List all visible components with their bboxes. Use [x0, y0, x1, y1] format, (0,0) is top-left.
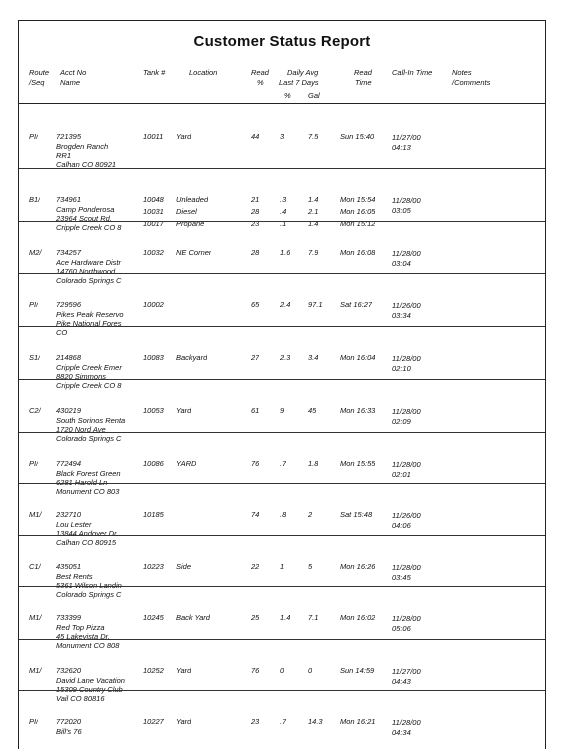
customer-address-line: Cripple Creek CO 8	[56, 223, 122, 232]
record-divider	[19, 690, 545, 691]
tank-number: 10223	[143, 562, 164, 571]
customer-address-line: Colorado Springs C	[56, 434, 122, 443]
tank-location: Yard	[176, 666, 192, 675]
account-number: 232710	[56, 510, 82, 519]
read-percent: 44	[251, 132, 260, 141]
report-title: Customer Status Report	[193, 33, 371, 50]
read-time: Mon 16:21	[340, 717, 376, 726]
daily-avg-percent: 9	[280, 406, 285, 415]
account-number: 214868	[56, 353, 82, 362]
daily-avg-gallons: 7.1	[308, 613, 319, 622]
tank-location: NE Corner	[176, 248, 212, 257]
call-in-date: 11/28/00	[392, 354, 421, 363]
customer-name: Ace Hardware Distr	[56, 258, 122, 267]
customer-name: Best Rents	[56, 572, 93, 581]
tank-number: 10017	[143, 219, 164, 228]
daily-avg-percent: 1	[280, 562, 285, 571]
record-row	[19, 379, 545, 443]
read-time: Sun 15:40	[340, 132, 375, 141]
tank-number: 10048	[143, 195, 164, 204]
tank-location: Yard	[176, 406, 192, 415]
record-divider	[19, 586, 545, 587]
daily-avg-gallons: 7.5	[308, 132, 319, 141]
header-read: Read	[251, 68, 269, 77]
read-percent: 27	[251, 353, 260, 362]
tank-location: Side	[176, 562, 192, 571]
customer-address-line: Colorado Springs C	[56, 590, 122, 599]
daily-avg-gallons: 45	[308, 406, 317, 415]
tank-location: Yard	[176, 132, 192, 141]
customer-name: Lou Lester	[56, 520, 92, 529]
header-route: Route	[29, 68, 50, 77]
daily-avg-gallons: 7.9	[308, 248, 319, 257]
record-divider	[19, 432, 545, 433]
header-notes: Notes	[452, 68, 472, 77]
daily-avg-gallons: 3.4	[308, 353, 319, 362]
record-divider	[19, 168, 545, 169]
route-seq: M1/	[29, 613, 42, 622]
customer-address-line: 1720 Nord Ave	[56, 425, 106, 434]
account-number: 430219	[56, 406, 82, 415]
customer-address-line: 8820 Simmons	[56, 372, 107, 381]
call-in-time: 04:43	[392, 677, 411, 686]
daily-avg-percent: .1	[280, 219, 287, 228]
record-row	[19, 105, 545, 168]
customer-address-line: Pike National Fores	[56, 319, 122, 328]
call-in-time: 03:05	[392, 206, 411, 215]
read-time: Mon 15:54	[340, 195, 376, 204]
header-location: Location	[189, 68, 218, 77]
account-number: 721395	[56, 132, 82, 141]
header-last-7-days: Last 7 Days	[279, 78, 319, 87]
tank-location: Diesel	[176, 207, 197, 216]
read-percent: 25	[251, 613, 260, 622]
call-in-time: 04:06	[392, 521, 411, 530]
header-tank: Tank #	[143, 68, 166, 77]
daily-avg-percent: 2.4	[280, 300, 291, 309]
route-seq: S1/	[29, 353, 41, 362]
call-in-time: 05:06	[392, 624, 411, 633]
read-time: Sat 16:27	[340, 300, 373, 309]
tank-location: YARD	[176, 459, 197, 468]
daily-avg-gallons: 14.3	[308, 717, 323, 726]
customer-address-line: 23964 Scout Rd.	[56, 214, 112, 223]
call-in-date: 11/26/00	[392, 301, 421, 310]
read-time: Mon 16:02	[340, 613, 376, 622]
record-row	[19, 535, 545, 599]
call-in-time: 03:34	[392, 311, 411, 320]
daily-avg-gallons: 5	[308, 562, 313, 571]
customer-address-line: 5361 Wilson Landin	[56, 581, 122, 590]
route-seq: PI/	[29, 717, 39, 726]
read-percent: 23	[251, 717, 260, 726]
route-seq: PI/	[29, 459, 39, 468]
account-number: 772494	[56, 459, 82, 468]
call-in-date: 11/28/00	[392, 249, 421, 258]
daily-avg-gallons: 2.1	[308, 207, 319, 216]
customer-name: Cripple Creek Emer	[56, 363, 122, 372]
route-seq: PI/	[29, 300, 39, 309]
customer-address-line: 45 Lakevista Dr.	[56, 632, 110, 641]
account-number: 772020	[56, 717, 82, 726]
route-seq: PI/	[29, 132, 39, 141]
call-in-date: 11/28/00	[392, 407, 421, 416]
read-percent: 76	[251, 666, 260, 675]
daily-avg-percent: .4	[280, 207, 287, 216]
header-name: Name	[60, 78, 81, 87]
read-time: Mon 16:33	[340, 406, 376, 415]
daily-avg-gallons: 2	[308, 510, 313, 519]
record-row	[19, 326, 545, 390]
call-in-date: 11/28/00	[392, 614, 421, 623]
daily-avg-percent: .3	[280, 195, 287, 204]
customer-address-line: Vail CO 80816	[56, 694, 105, 703]
customer-address-line: RR1	[56, 151, 72, 160]
header-daily-pct: %	[284, 91, 291, 100]
read-percent: 23	[251, 219, 260, 228]
tank-number: 10252	[143, 666, 164, 675]
call-in-time: 02:01	[392, 470, 411, 479]
read-time: Mon 16:26	[340, 562, 376, 571]
call-in-date: 11/27/00	[392, 133, 421, 142]
tank-number: 10245	[143, 613, 164, 622]
tank-location: Yard	[176, 717, 192, 726]
record-divider	[19, 483, 545, 484]
record-divider	[19, 379, 545, 380]
customer-name: Bill's 76	[56, 727, 82, 736]
report-frame	[18, 20, 546, 749]
call-in-date: 11/26/00	[392, 511, 421, 520]
account-number: 734257	[56, 248, 82, 257]
customer-address-line: Monument CO 803	[56, 487, 120, 496]
read-percent: 76	[251, 459, 260, 468]
call-in-date: 11/28/00	[392, 460, 421, 469]
tank-number: 10185	[143, 510, 164, 519]
call-in-time: 04:34	[392, 728, 411, 737]
header-comments: /Comments	[452, 78, 491, 87]
daily-avg-percent: .7	[280, 717, 287, 726]
read-percent: 65	[251, 300, 260, 309]
call-in-date: 11/28/00	[392, 196, 421, 205]
header-daily-avg: Daily Avg	[287, 68, 319, 77]
call-in-date: 11/28/00	[392, 563, 421, 572]
record-divider	[19, 221, 545, 222]
account-number: 732620	[56, 666, 82, 675]
customer-name: Black Forest Green	[56, 469, 121, 478]
read-time: Sun 14:59	[340, 666, 375, 675]
header-divider	[19, 103, 545, 104]
read-percent: 28	[251, 248, 260, 257]
read-time: Mon 16:04	[340, 353, 376, 362]
record-row	[19, 221, 545, 285]
daily-avg-gallons: 1.4	[308, 195, 319, 204]
daily-avg-percent: .7	[280, 459, 287, 468]
customer-name: David Lane Vacation	[56, 676, 125, 685]
read-percent: 22	[251, 562, 260, 571]
tank-number: 10053	[143, 406, 164, 415]
header-seq: /Seq	[29, 78, 45, 87]
daily-avg-percent: 0	[280, 666, 285, 675]
tank-number: 10002	[143, 300, 164, 309]
tank-number: 10086	[143, 459, 164, 468]
daily-avg-gallons: 1.4	[308, 219, 319, 228]
record-row	[19, 483, 545, 547]
call-in-date: 11/28/00	[392, 718, 421, 727]
tank-number: 10031	[143, 207, 164, 216]
route-seq: C2/	[29, 406, 41, 415]
route-seq: M1/	[29, 510, 42, 519]
route-seq: M1/	[29, 666, 42, 675]
record-divider	[19, 639, 545, 640]
tank-location: Backyard	[176, 353, 208, 362]
read-percent: 21	[251, 195, 260, 204]
record-divider	[19, 326, 545, 327]
header-read-time: Read	[354, 68, 372, 77]
customer-name: Camp Ponderosa	[56, 205, 115, 214]
daily-avg-percent: .8	[280, 510, 287, 519]
customer-name: South Sorinos Renta	[56, 416, 126, 425]
record-row	[19, 586, 545, 650]
record-divider	[19, 535, 545, 536]
customer-address-line: 15309 Country Club	[56, 685, 123, 694]
record-divider	[19, 273, 545, 274]
customer-name: Brogden Ranch	[56, 142, 109, 151]
daily-avg-percent: 3	[280, 132, 285, 141]
read-time: Sat 15:48	[340, 510, 373, 519]
call-in-date: 11/27/00	[392, 667, 421, 676]
customer-address-line: 13844 Andover Dr.	[56, 529, 119, 538]
read-percent: 74	[251, 510, 260, 519]
daily-avg-gallons: 0	[308, 666, 313, 675]
customer-address-line: Calhan CO 80915	[56, 538, 117, 547]
tank-location: Propane	[176, 219, 205, 228]
tank-number: 10083	[143, 353, 164, 362]
call-in-time: 04:13	[392, 143, 411, 152]
account-number: 729596	[56, 300, 82, 309]
tank-number: 10032	[143, 248, 164, 257]
tank-number: 10011	[143, 132, 164, 141]
call-in-time: 03:04	[392, 259, 411, 268]
account-number: 435051	[56, 562, 82, 571]
customer-address-line: Monument CO 808	[56, 641, 120, 650]
account-number: 734961	[56, 195, 82, 204]
call-in-time: 02:10	[392, 364, 411, 373]
read-percent: 28	[251, 207, 260, 216]
record-row	[19, 639, 545, 703]
call-in-time: 02:09	[392, 417, 411, 426]
read-time: Mon 15:12	[340, 219, 376, 228]
header-daily-gal: Gal	[308, 91, 320, 100]
customer-address-line: 6281 Harold Ln	[56, 478, 108, 487]
daily-avg-gallons: 97.1	[308, 300, 323, 309]
daily-avg-percent: 2.3	[280, 353, 291, 362]
call-in-time: 03:45	[392, 573, 411, 582]
header-acct-no: Acct No	[60, 68, 87, 77]
customer-address-line: CO	[56, 328, 68, 337]
customer-address-line: Cripple Creek CO 8	[56, 381, 122, 390]
read-percent: 61	[251, 406, 260, 415]
customer-address-line: 14760 Northwood	[56, 267, 116, 276]
route-seq: C1/	[29, 562, 41, 571]
header-read-pct: %	[257, 78, 264, 87]
read-time: Mon 16:05	[340, 207, 376, 216]
record-row	[19, 168, 545, 232]
header-call-in-time: Call-In Time	[392, 68, 433, 77]
header-time: Time	[355, 78, 372, 87]
daily-avg-percent: 1.4	[280, 613, 291, 622]
daily-avg-percent: 1.6	[280, 248, 291, 257]
customer-name: Red Top Pizza	[56, 623, 105, 632]
tank-number: 10227	[143, 717, 164, 726]
record-row	[19, 432, 545, 496]
route-seq: B1/	[29, 195, 41, 204]
tank-location: Unleaded	[176, 195, 209, 204]
read-time: Mon 15:55	[340, 459, 376, 468]
record-row	[19, 273, 545, 337]
customer-name: Pikes Peak Reservo	[56, 310, 124, 319]
read-time: Mon 16:08	[340, 248, 376, 257]
customer-address-line: Colorado Springs C	[56, 276, 122, 285]
record-row	[19, 690, 545, 750]
daily-avg-gallons: 1.8	[308, 459, 319, 468]
customer-address-line: Calhan CO 80921	[56, 160, 117, 169]
account-number: 733399	[56, 613, 82, 622]
route-seq: M2/	[29, 248, 42, 257]
tank-location: Back Yard	[176, 613, 210, 622]
